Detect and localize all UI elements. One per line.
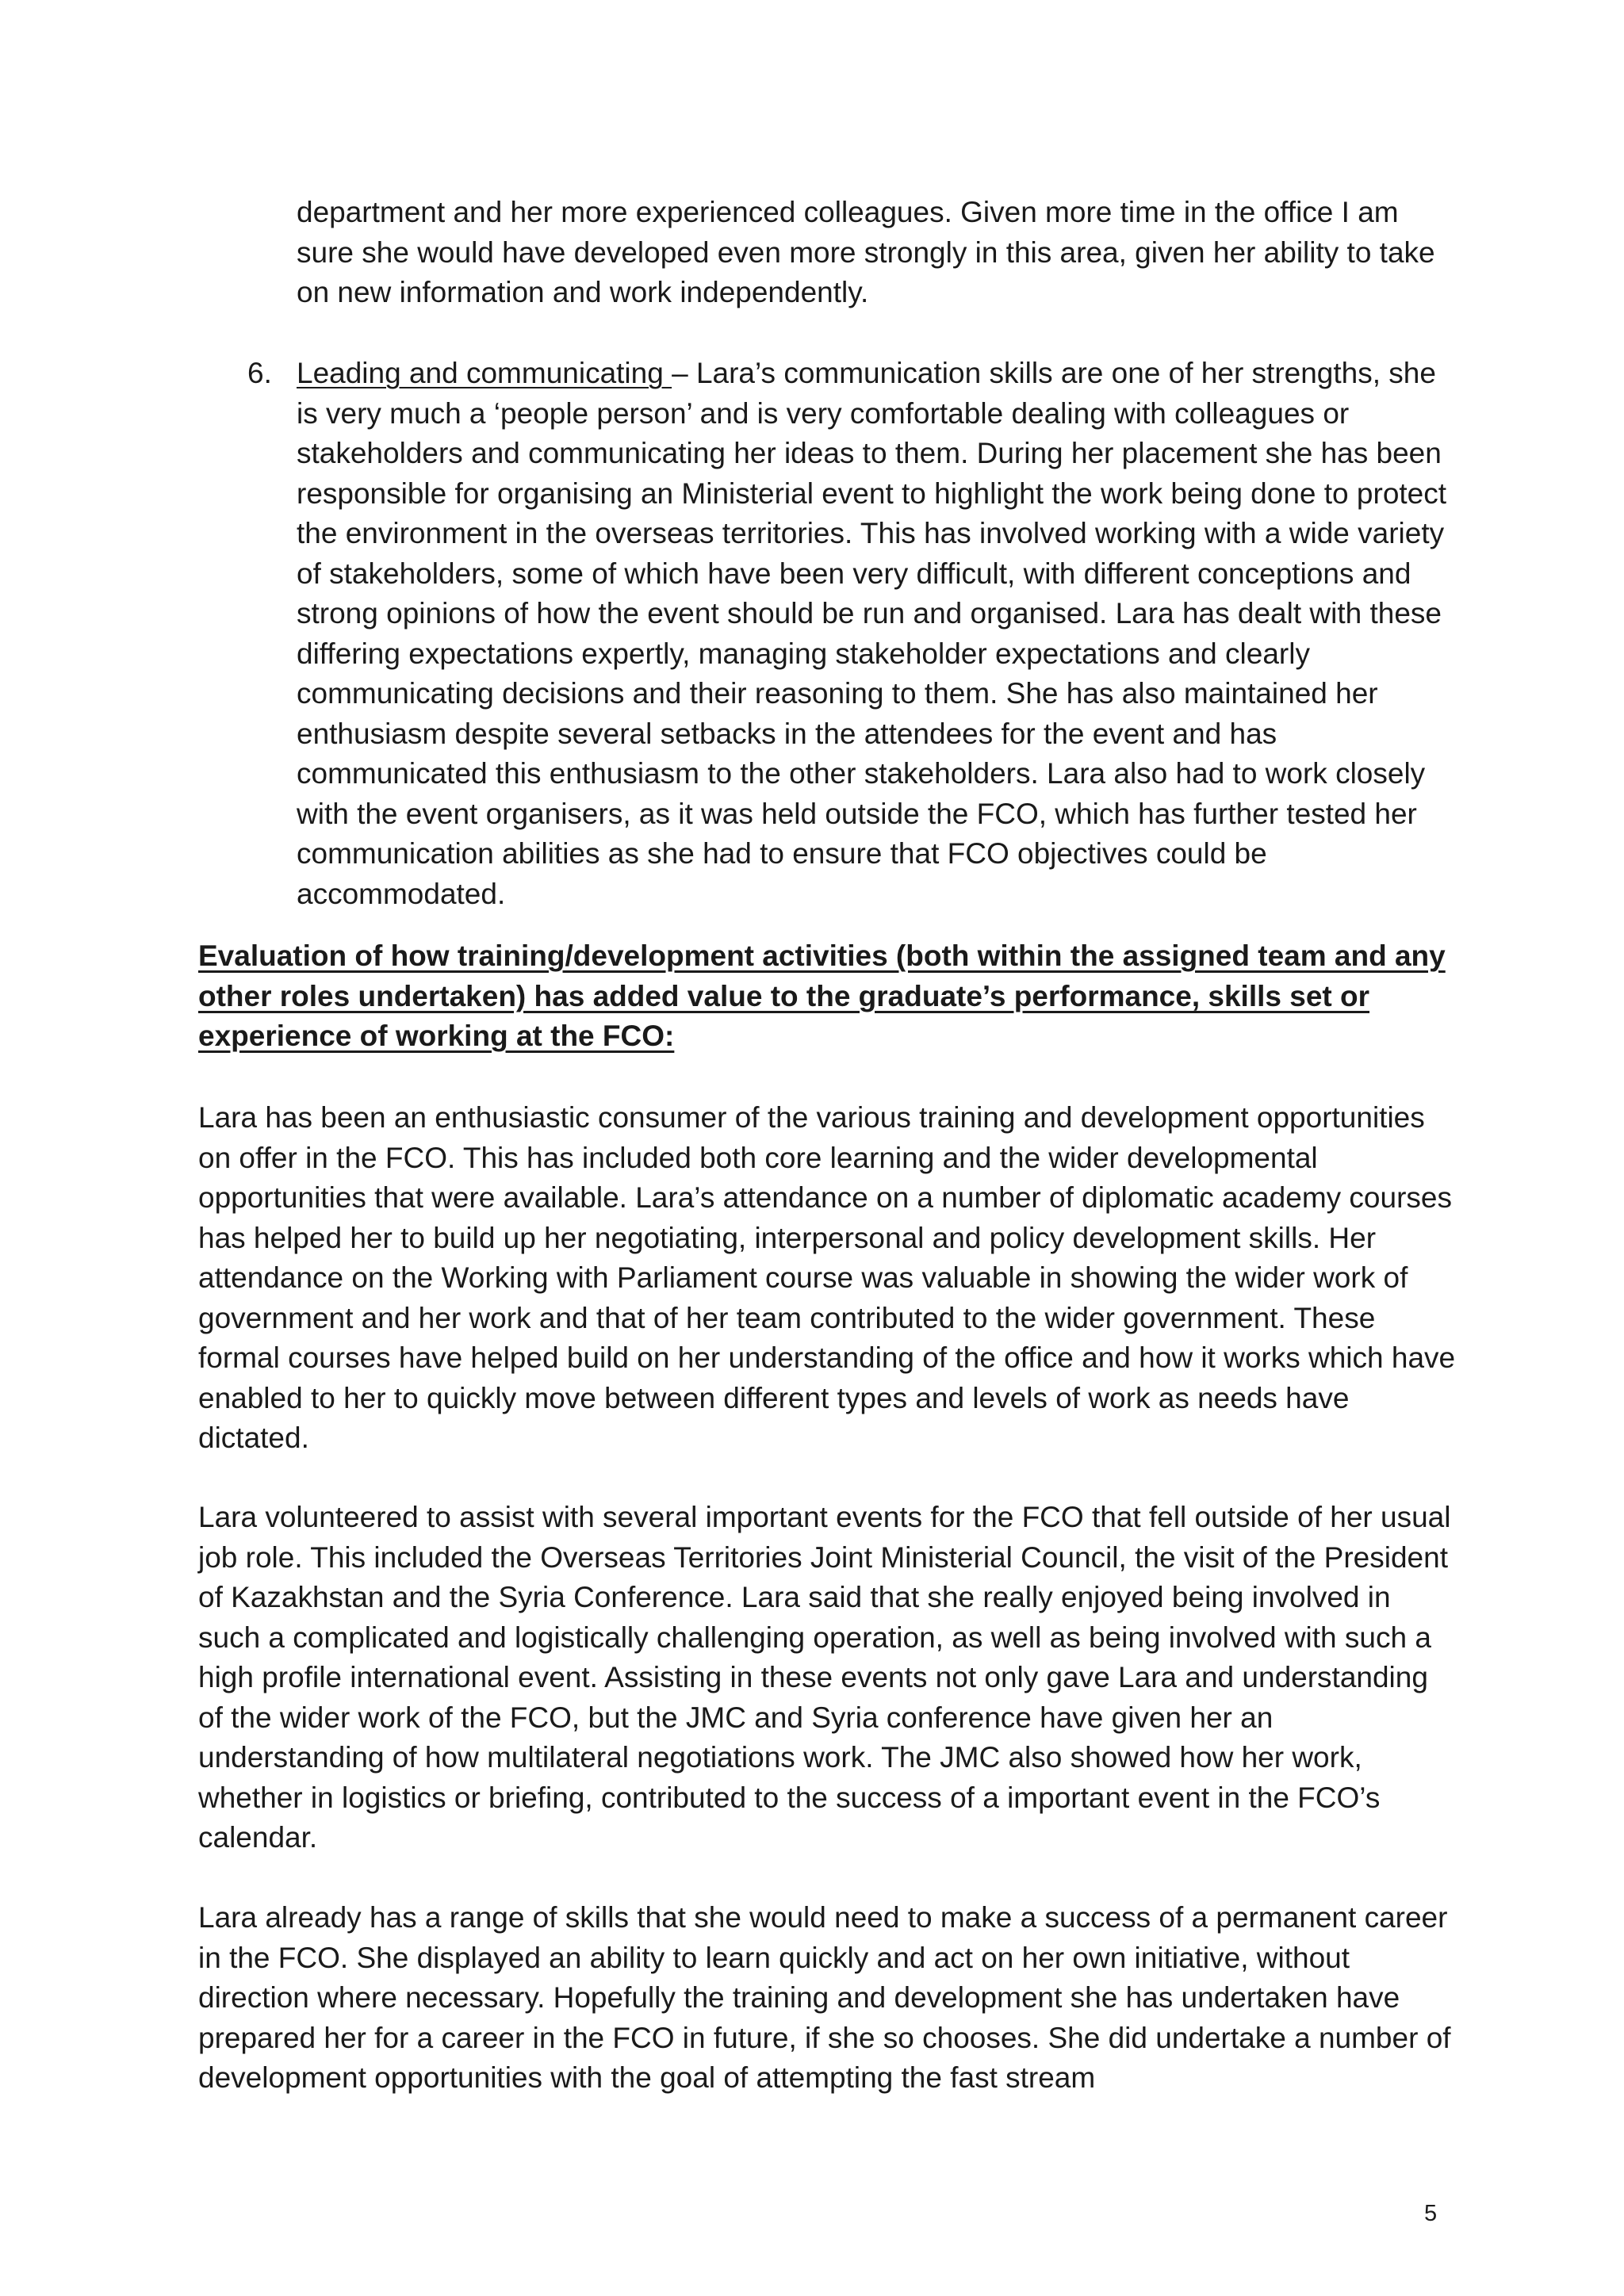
paragraph-events: Lara volunteered to assist with several important events for the FCO that fell outside of her usual job role. This included the Overseas Territories Joint Ministerial Council, the visit of the President of Kazakhstan and the Syria Conference. Lara said that she really enjoyed being involved in such a complicated and logistically challenging operation, as well as being involved with such a high profile international event. Assisting in these events not only gave Lara and understanding of the wider work of the FCO, but the JMC and Syria conference have given her an understanding of how multilateral negotiations work. The JMC also showed how her work, whether in logistics or briefing, contributed to the success of a important event in the FCO’s calendar.: [198, 1501, 1451, 1854]
page-number: 5: [1424, 2201, 1438, 2226]
continuation-paragraph: department and her more experienced colleagues. Given more time in the office I am sure she would have developed even more strongly in this area, given her ability to take on new information and work independently.: [297, 196, 1435, 308]
item-body: [297, 354, 1454, 914]
item-number: 6.: [247, 357, 272, 389]
item-title: Leading and communicating: [297, 357, 672, 389]
paragraph-skills: Lara already has a range of skills that she would need to make a success of a permanent career in the FCO. She displayed an ability to learn quickly and act on her own initiative, without direction where necessary. Hopefully the training and development she has undertaken have prepared her for a career in the FCO in future, if she so chooses. She did undertake a number of development opportunities with the goal of attempting the fast stream: [198, 1901, 1451, 2094]
section-heading: Evaluation of how training/development activities (both within the assigned team and any other roles undertaken) has added value to the graduate’s performance, skills set or experience of working at the FCO:: [198, 939, 1446, 1052]
paragraph-training: Lara has been an enthusiastic consumer of the various training and development opportunities on offer in the FCO. This has included both core learning and the wider developmental opportunities that were available. Lara’s attendance on a number of diplomatic academy courses has helped her to build up her negotiating, interpersonal and policy development skills. Her attendance on the Working with Parliament course was valuable in showing the wider work of government and her work and that of her team contributed to the wider government. These formal courses have helped build on her understanding of the office and how it works which have enabled to her to quickly move between different types and levels of work as needs have dictated.: [198, 1101, 1456, 1454]
item-text: – Lara’s communication skills are one of her strengths, she is very much a ‘people person’ and is very comfortable dealing with colleagues or stakeholders and communicating her ideas to them. During her placement she has been responsible for organising an Ministerial event to highlight the work being done to protect the environment in the overseas territories. This has involved working with a wide variety of stakeholders, some of which have been very difficult, with different conceptions and strong opinions of how the event should be run and organised. Lara has dealt with these differing expectations expertly, managing stakeholder expectations and clearly communicating decisions and their reasoning to them. She has also maintained her enthusiasm despite several setbacks in the attendees for the event and has communicated this enthusiasm to the other stakeholders. Lara also had to work closely with the event organisers, as it was held outside the FCO, which has further tested her communication abilities as she had to ensure that FCO objectives could be accommodated.: [297, 357, 1447, 910]
